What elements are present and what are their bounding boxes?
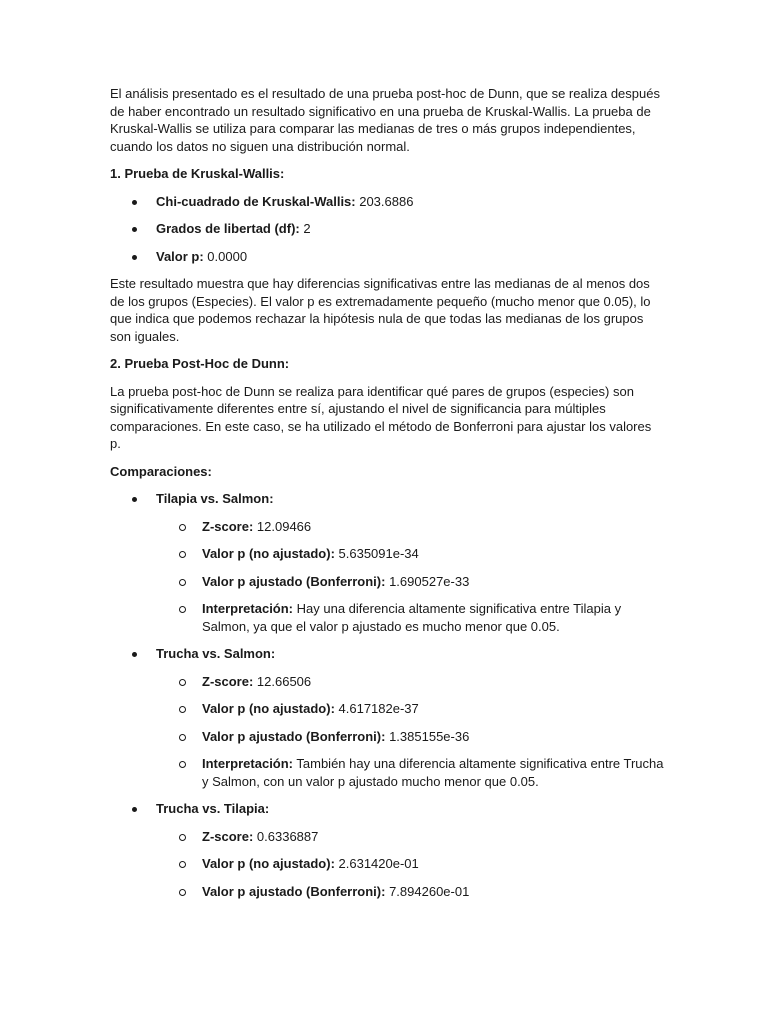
document-body: [110, 85, 665, 910]
detail-label: Valor p ajustado (Bonferroni):: [202, 883, 386, 899]
section1-heading: 1. Prueba de Kruskal-Wallis:: [110, 166, 285, 181]
detail-value: También hay una diferencia altamente significativa entre Trucha y Salmon, con un valor p ajustado mucho menor que 0.05.: [202, 756, 664, 789]
detail-item: [156, 573, 665, 591]
kruskal-result-item: [110, 248, 665, 266]
bullet-icon: [132, 255, 137, 260]
comparison-details: [156, 828, 665, 901]
circle-bullet-icon: [179, 706, 186, 713]
detail-value: 12.66506: [253, 673, 312, 689]
comparison-details: [156, 673, 665, 791]
detail-label: Valor p ajustado (Bonferroni):: [202, 728, 386, 744]
result-label: Valor p:: [156, 248, 204, 264]
circle-bullet-icon: [179, 861, 186, 868]
bullet-icon: [132, 652, 137, 657]
intro-paragraph: El análisis presentado es el resultado de una prueba post-hoc de Dunn, que se realiza después de haber encontrado un resultado significativo en una prueba de Kruskal-Wallis. La prueba de Kruskal-Wallis se utiliza para comparar las medianas de tres o más grupos independientes, cuando los datos no siguen una distribución normal.: [110, 86, 660, 154]
detail-item: [156, 700, 665, 718]
detail-label: Valor p (no ajustado):: [202, 546, 335, 561]
detail-item: [156, 883, 665, 901]
kruskal-result-item: [110, 193, 665, 211]
detail-value: 0.6336887: [253, 828, 319, 844]
result-value: 2: [299, 221, 311, 236]
comparison-item: [110, 800, 665, 900]
circle-bullet-icon: [179, 834, 186, 841]
detail-item: [156, 518, 665, 536]
section1-paragraph: Este resultado muestra que hay diferencias significativas entre las medianas de al menos dos de los grupos (Especies). El valor p es extremadamente pequeño (mucho menor que 0.05), lo que indica que podemos rechazar la hipótesis nula de que todas las medianas de los grupos son iguales.: [110, 276, 651, 344]
section2-paragraph: La prueba post-hoc de Dunn se realiza para identificar qué pares de grupos (especies) son significativamente diferentes entre sí, ajustando el nivel de significancia para múltiples comparaciones. En este caso, se ha utilizado el método de Bonferroni para ajustar los valores p.: [110, 383, 652, 451]
detail-label: Valor p (no ajustado):: [202, 856, 335, 871]
detail-label: Z-score:: [202, 673, 254, 689]
detail-label: Z-score:: [202, 828, 254, 844]
detail-item: [156, 673, 665, 691]
comparison-title: Trucha vs. Salmon:: [156, 646, 276, 661]
result-value: 0.0000: [203, 248, 248, 264]
circle-bullet-icon: [179, 679, 186, 686]
circle-bullet-icon: [179, 551, 186, 558]
result-label: Grados de libertad (df):: [156, 221, 300, 236]
detail-item: [156, 600, 665, 635]
detail-value: 1.690527e-33: [385, 573, 470, 589]
circle-bullet-icon: [179, 579, 186, 586]
detail-value: 1.385155e-36: [385, 728, 470, 744]
detail-value: 4.617182e-37: [334, 701, 419, 716]
comparisons-list: [110, 490, 665, 900]
detail-label: Interpretación:: [202, 601, 294, 616]
section2-heading: 2. Prueba Post-Hoc de Dunn:: [110, 356, 290, 371]
circle-bullet-icon: [179, 606, 186, 613]
comparison-item: [110, 645, 665, 790]
detail-value: Hay una diferencia altamente significativa entre Tilapia y Salmon, ya que el valor p ajustado es mucho menor que 0.05.: [202, 601, 622, 634]
comparison-item: [110, 490, 665, 635]
result-label: Chi-cuadrado de Kruskal-Wallis:: [156, 193, 356, 209]
circle-bullet-icon: [179, 761, 186, 768]
detail-item: [156, 755, 665, 790]
detail-item: [156, 855, 665, 873]
detail-label: Valor p (no ajustado):: [202, 701, 335, 716]
detail-value: 12.09466: [253, 518, 312, 534]
detail-value: 7.894260e-01: [385, 883, 470, 899]
detail-item: [156, 828, 665, 846]
bullet-icon: [132, 807, 137, 812]
circle-bullet-icon: [179, 734, 186, 741]
detail-value: 2.631420e-01: [334, 856, 419, 871]
detail-label: Z-score:: [202, 518, 254, 534]
kruskal-results-list: [110, 193, 665, 266]
result-value: 203.6886: [355, 193, 414, 209]
detail-value: 5.635091e-34: [334, 546, 419, 561]
comparison-title: Tilapia vs. Salmon:: [156, 491, 274, 506]
comparison-title: Trucha vs. Tilapia:: [156, 801, 270, 816]
kruskal-result-item: [110, 220, 665, 238]
bullet-icon: [132, 200, 137, 205]
comparison-details: [156, 518, 665, 636]
comparisons-heading: Comparaciones:: [110, 463, 212, 479]
detail-label: Valor p ajustado (Bonferroni):: [202, 573, 386, 589]
detail-label: Interpretación:: [202, 756, 294, 771]
circle-bullet-icon: [179, 889, 186, 896]
detail-item: [156, 545, 665, 563]
bullet-icon: [132, 227, 137, 232]
bullet-icon: [132, 497, 137, 502]
detail-item: [156, 728, 665, 746]
circle-bullet-icon: [179, 524, 186, 531]
